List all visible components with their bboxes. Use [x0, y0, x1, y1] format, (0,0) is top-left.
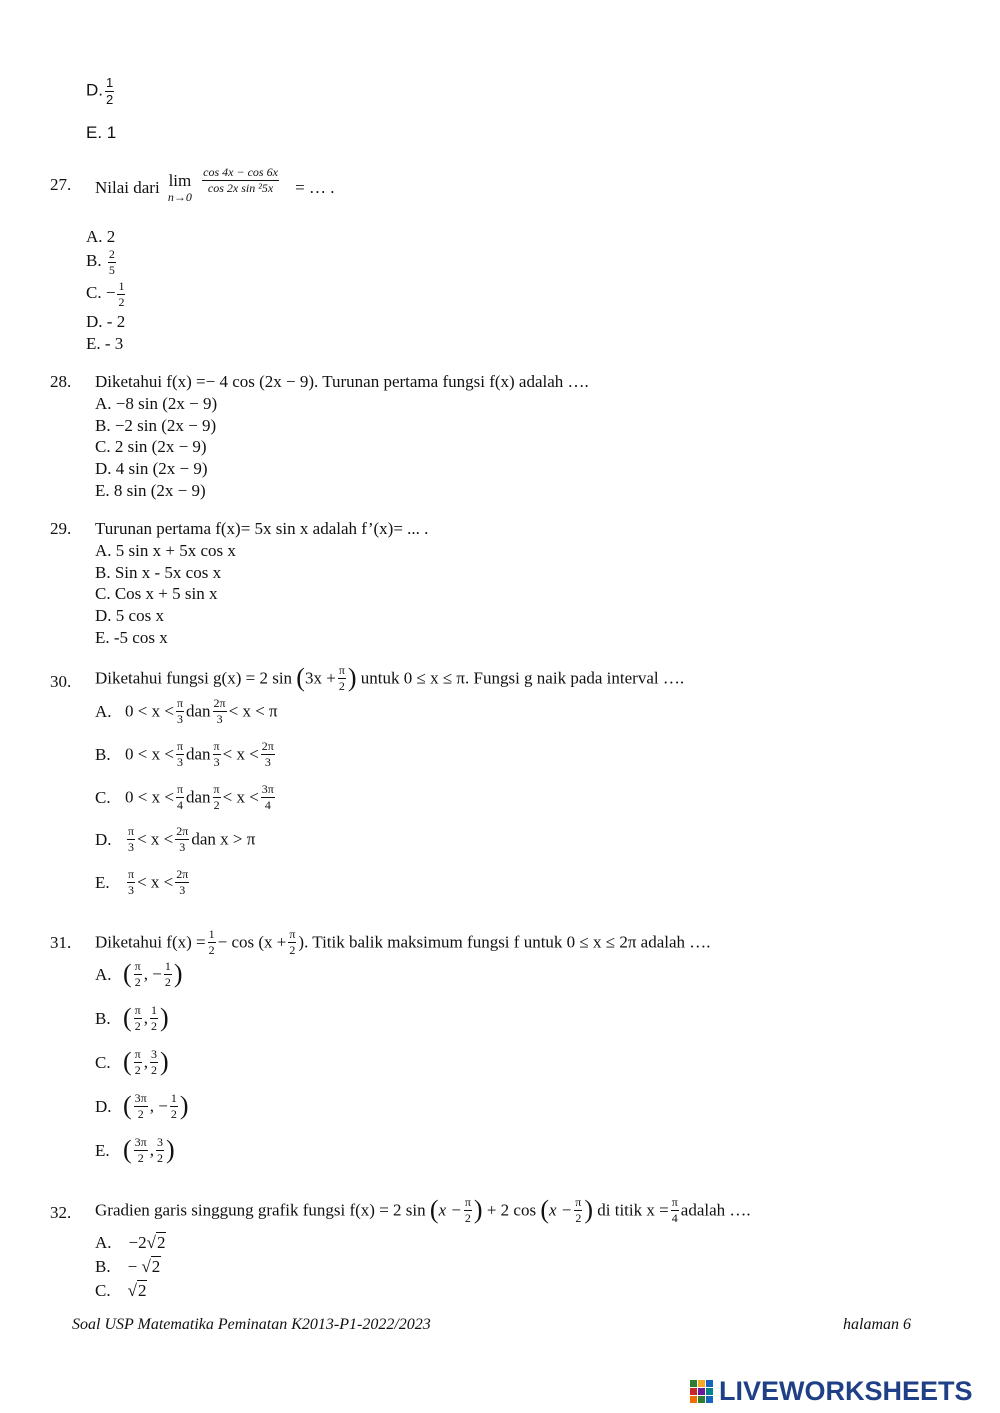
page-number: halaman 6: [843, 1316, 911, 1333]
q31-option-a: A. ( $\frac{\pi}{2}$ , − $\frac{1}{2}$ ): [95, 959, 183, 989]
q30-option-e: E. $\frac{\pi}{3}$ < x < $\frac{2\pi}{3}$: [95, 867, 189, 897]
q29-option-a: A. 5 sin x + 5x cos x: [95, 541, 236, 560]
q31-option-e: E. ( $\frac{3\pi}{2}$ , $\frac{3}{2}$ ): [95, 1135, 175, 1165]
q31-option-d: D. ( $\frac{3\pi}{2}$ , − $\frac{1}{2}$ ): [95, 1091, 189, 1121]
q28-option-c: C. 2 sin (2x − 9): [95, 437, 207, 456]
q29-option-e: E. -5 cos x: [95, 628, 168, 647]
liveworksheets-icon: [690, 1380, 713, 1403]
q30-option-c: C. 0 < x < $\frac{\pi}{4}$ dan $\frac{\pi}{2}$ < x < $\frac{3\pi}{4}$: [95, 782, 274, 812]
q30-question: Diketahui fungsi g(x) = 2 sin (3x + $\frac{\pi}{2}$ ) untuk 0 ≤ x ≤ π. Fungsi g naik pada interval ….: [95, 663, 685, 693]
q27-option-d: D. - 2: [86, 312, 126, 331]
q31-question: Diketahui f(x) = $\frac{1}{2}$ − cos (x + $\frac{\pi}{2}$ ). Titik balik maksimum fungsi f untuk 0 ≤ x ≤ 2π adalah ….: [95, 927, 711, 957]
q28-option-e: E. 8 sin (2x − 9): [95, 481, 206, 500]
q26-option-d: D. $\frac{1}{2}$: [86, 75, 114, 107]
q29-option-c: C. Cos x + 5 sin x: [95, 584, 218, 603]
q30-option-b: B. 0 < x < $\frac{\pi}{3}$ dan $\frac{\pi}{3}$ < x < $\frac{2\pi}{3}$: [95, 739, 274, 769]
liveworksheets-logo: [690, 1376, 973, 1407]
q31-option-c: C. ( $\frac{\pi}{2}$ , $\frac{3}{2}$ ): [95, 1047, 169, 1077]
q28-question: Diketahui f(x) =− 4 cos (2x − 9). Turunan pertama fungsi f(x) adalah ….: [95, 372, 589, 391]
q28-number: 28.: [50, 372, 72, 391]
footer-title: Soal USP Matematika Peminatan K2013-P1-2022/2023: [72, 1316, 431, 1333]
q28-option-d: D. 4 sin (2x − 9): [95, 459, 208, 478]
q32-option-c: C. √2: [95, 1281, 147, 1300]
q29-question: Turunan pertama f(x)= 5x sin x adalah f’(x)= ... .: [95, 519, 429, 538]
q30-option-a: A. 0 < x < $\frac{\pi}{3}$ dan $\frac{2\pi}{3}$ < x < π: [95, 696, 278, 726]
q32-option-a: A. −2√2: [95, 1233, 166, 1252]
q32-question: Gradien garis singgung grafik fungsi f(x) = 2 sin (x − $\frac{\pi}{2}$ ) + 2 cos (x − $\frac{\pi}{2}$ ) di titik x = $\frac{\pi}{4}$ adalah ….: [95, 1195, 751, 1225]
liveworksheets-wordmark: LIVEWORKSHEETS: [719, 1376, 973, 1406]
q31-number: 31.: [50, 933, 72, 952]
q27-number: 27.: [50, 175, 72, 194]
q31-option-b: B. ( $\frac{\pi}{2}$ , $\frac{1}{2}$ ): [95, 1003, 169, 1033]
q29-option-b: B. Sin x - 5x cos x: [95, 563, 222, 582]
q28-option-b: B. −2 sin (2x − 9): [95, 416, 217, 435]
q29-number: 29.: [50, 519, 72, 538]
q26-option-e: E. 1: [86, 123, 117, 142]
q32-option-b: B. − √2: [95, 1257, 161, 1276]
q27-option-a: A. 2: [86, 227, 116, 246]
q30-option-d: D. $\frac{\pi}{3}$ < x < $\frac{2\pi}{3}$ dan x > π: [95, 824, 256, 854]
q27-option-e: E. - 3: [86, 334, 124, 353]
q32-number: 32.: [50, 1203, 72, 1222]
q27-option-c: C. − $\frac{1}{2}$: [86, 279, 125, 309]
q27-question: Nilai dari lim n→0 $\frac{\cos 4x - \cos 6x}{\text{cos 2x sin ²5x}}$ = … .: [95, 165, 335, 204]
q29-option-d: D. 5 cos x: [95, 606, 164, 625]
q27-option-b: B. $\frac{2}{5}$: [86, 247, 115, 277]
q30-number: 30.: [50, 672, 72, 691]
q28-option-a: A. −8 sin (2x − 9): [95, 394, 218, 413]
